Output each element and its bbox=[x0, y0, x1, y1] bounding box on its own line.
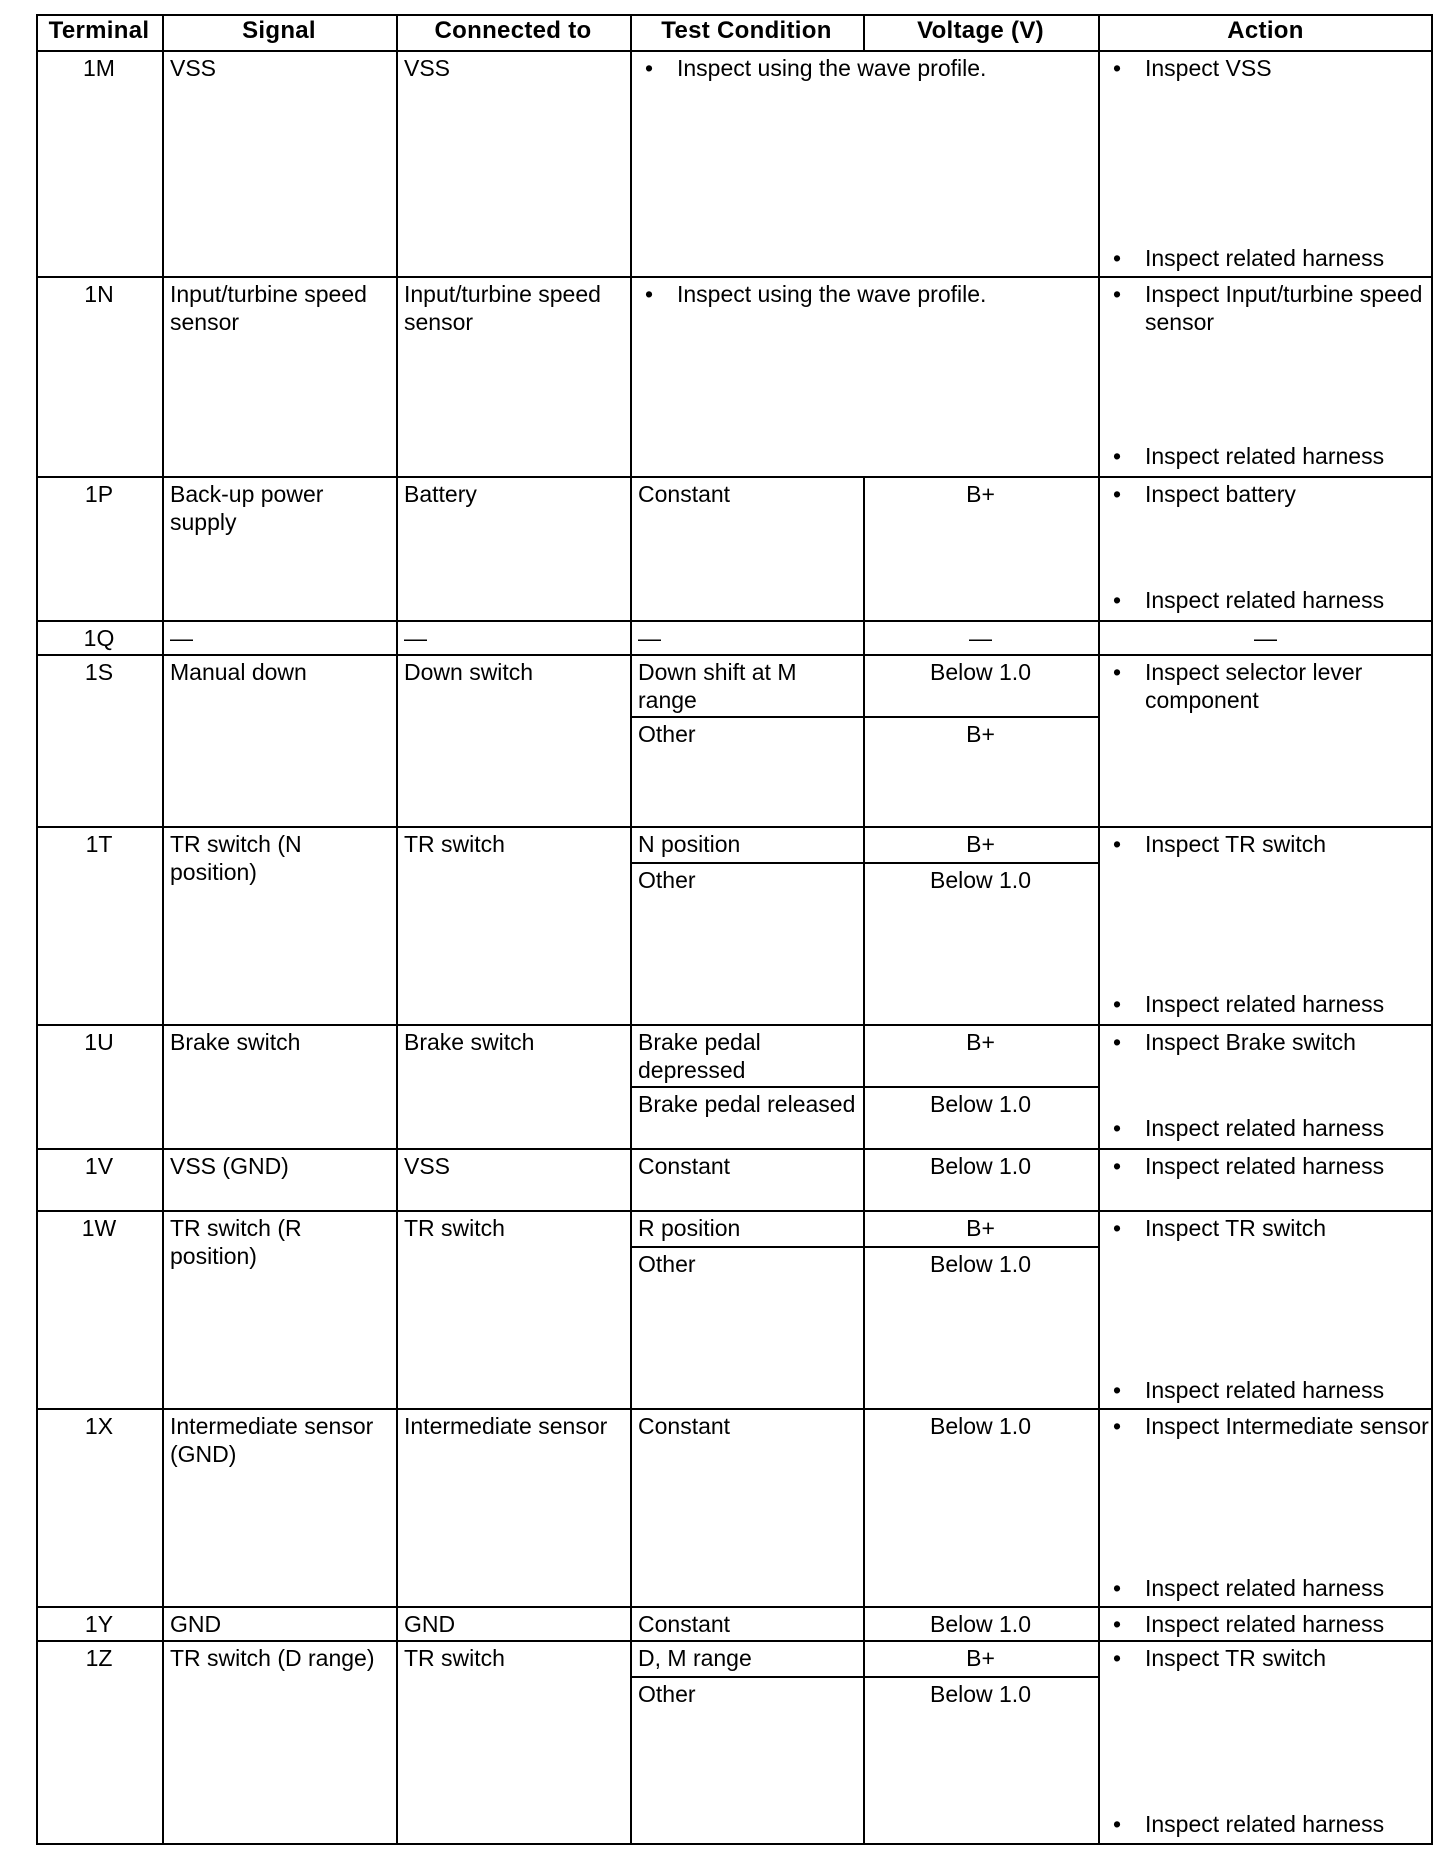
grid-line bbox=[36, 476, 1433, 478]
terminal-cell: 1S bbox=[84, 659, 114, 685]
action-item: • Inspect related harness bbox=[1098, 442, 1429, 470]
test-condition-cell: Other bbox=[638, 1681, 696, 1707]
voltage-cell: Below 1.0 bbox=[929, 1091, 1031, 1117]
terminal-cell: 1P bbox=[84, 481, 114, 507]
test-condition-cell: Down shift at M range bbox=[638, 659, 797, 713]
test-condition-cell: Brake pedal depressed bbox=[638, 1029, 761, 1083]
terminal-cell: 1W bbox=[81, 1215, 117, 1241]
action-item: • Inspect related harness bbox=[1098, 1574, 1429, 1602]
connected-to-cell: TR switch bbox=[404, 831, 505, 857]
grid-line bbox=[863, 14, 865, 50]
grid-line bbox=[36, 14, 1433, 16]
signal-cell: Intermediate sensor (GND) bbox=[170, 1413, 374, 1467]
header-voltage: Voltage (V) bbox=[917, 17, 1044, 44]
header-connected-to: Connected to bbox=[434, 17, 592, 44]
voltage-cell: Below 1.0 bbox=[929, 1251, 1031, 1277]
action-item: • Inspect related harness bbox=[1098, 1376, 1429, 1404]
action-item: • Inspect related harness bbox=[1098, 586, 1429, 614]
action-cell: — bbox=[1254, 625, 1277, 651]
header-terminal: Terminal bbox=[48, 17, 150, 44]
connected-to-cell: GND bbox=[404, 1611, 456, 1637]
action-item: • Inspect related harness bbox=[1098, 990, 1429, 1018]
action-item: • Inspect VSS bbox=[1098, 54, 1429, 82]
terminal-cell: 1Q bbox=[83, 625, 115, 651]
wave-profile-note: • Inspect using the wave profile. bbox=[630, 54, 1098, 82]
terminal-cell: 1M bbox=[83, 55, 115, 81]
connected-to-cell: — bbox=[404, 625, 427, 651]
signal-cell: GND bbox=[170, 1611, 222, 1637]
voltage-cell: B+ bbox=[966, 1645, 995, 1671]
test-condition-cell: Brake pedal released bbox=[638, 1091, 856, 1117]
voltage-cell: Below 1.0 bbox=[929, 1611, 1031, 1637]
connected-to-cell: TR switch bbox=[404, 1215, 505, 1241]
voltage-cell: B+ bbox=[966, 1215, 995, 1241]
test-condition-cell: Constant bbox=[638, 1153, 731, 1179]
grid-line bbox=[36, 1024, 1433, 1026]
wave-profile-note: • Inspect using the wave profile. bbox=[630, 280, 1098, 308]
test-condition-cell: Other bbox=[638, 1251, 696, 1277]
action-item: • Inspect TR switch bbox=[1098, 1644, 1429, 1672]
action-item: • Inspect related harness bbox=[1098, 1152, 1429, 1180]
grid-line bbox=[162, 14, 164, 1845]
signal-cell: TR switch (R position) bbox=[170, 1215, 302, 1269]
connected-to-cell: Intermediate sensor bbox=[404, 1413, 608, 1439]
terminal-cell: 1U bbox=[84, 1029, 114, 1055]
test-condition-cell: Other bbox=[638, 867, 696, 893]
grid-line bbox=[630, 1676, 1098, 1678]
grid-line bbox=[1431, 14, 1433, 1845]
signal-cell: Input/turbine speed sensor bbox=[170, 281, 367, 335]
connected-to-cell: Down switch bbox=[404, 659, 534, 685]
action-item: • Inspect related harness bbox=[1098, 1610, 1429, 1638]
voltage-cell: Below 1.0 bbox=[929, 1153, 1031, 1179]
action-item: • Inspect selector lever component bbox=[1098, 658, 1429, 714]
terminal-cell: 1Z bbox=[85, 1645, 113, 1671]
voltage-cell: B+ bbox=[966, 721, 995, 747]
test-condition-cell: — bbox=[638, 625, 661, 651]
terminal-cell: 1Y bbox=[84, 1611, 114, 1637]
action-item: • Inspect related harness bbox=[1098, 1810, 1429, 1838]
grid-line bbox=[36, 620, 1433, 622]
action-item: • Inspect Input/turbine speed sensor bbox=[1098, 280, 1429, 336]
grid-line bbox=[36, 1210, 1433, 1212]
signal-cell: TR switch (D range) bbox=[170, 1645, 375, 1671]
terminal-cell: 1V bbox=[84, 1153, 114, 1179]
voltage-cell: Below 1.0 bbox=[929, 1681, 1031, 1707]
terminal-voltage-table bbox=[36, 14, 1433, 1845]
action-item: • Inspect related harness bbox=[1098, 244, 1429, 272]
grid-line bbox=[36, 1148, 1433, 1150]
action-item: • Inspect TR switch bbox=[1098, 830, 1429, 858]
grid-line bbox=[36, 1640, 1433, 1642]
grid-line bbox=[36, 276, 1433, 278]
header-action: Action bbox=[1227, 17, 1304, 44]
signal-cell: TR switch (N position) bbox=[170, 831, 302, 885]
voltage-cell: Below 1.0 bbox=[929, 867, 1031, 893]
grid-line bbox=[36, 50, 1433, 52]
test-condition-cell: D, M range bbox=[638, 1645, 752, 1671]
header-test-condition: Test Condition bbox=[661, 17, 832, 44]
grid-line bbox=[36, 826, 1433, 828]
connected-to-cell: VSS bbox=[404, 1153, 451, 1179]
signal-cell: — bbox=[170, 625, 193, 651]
action-item: • Inspect TR switch bbox=[1098, 1214, 1429, 1242]
grid-line bbox=[630, 716, 1098, 718]
terminal-cell: 1T bbox=[85, 831, 113, 857]
connected-to-cell: TR switch bbox=[404, 1645, 505, 1671]
connected-to-cell: Input/turbine speed sensor bbox=[404, 281, 601, 335]
grid-line bbox=[36, 1843, 1433, 1845]
test-condition-cell: Other bbox=[638, 721, 696, 747]
connected-to-cell: VSS bbox=[404, 55, 451, 81]
grid-line bbox=[36, 1408, 1433, 1410]
connected-to-cell: Brake switch bbox=[404, 1029, 535, 1055]
test-condition-cell: Constant bbox=[638, 1611, 731, 1637]
signal-cell: Manual down bbox=[170, 659, 307, 685]
test-condition-cell: Constant bbox=[638, 1413, 731, 1439]
terminal-cell: 1N bbox=[84, 281, 114, 307]
signal-cell: VSS bbox=[170, 55, 217, 81]
voltage-cell: B+ bbox=[966, 1029, 995, 1055]
test-condition-cell: Constant bbox=[638, 481, 731, 507]
action-item: • Inspect battery bbox=[1098, 480, 1429, 508]
signal-cell: Brake switch bbox=[170, 1029, 301, 1055]
grid-line bbox=[630, 862, 1098, 864]
voltage-cell: — bbox=[969, 625, 992, 651]
action-item: • Inspect related harness bbox=[1098, 1114, 1429, 1142]
grid-line bbox=[36, 654, 1433, 656]
voltage-cell: B+ bbox=[966, 481, 995, 507]
action-item: • Inspect Brake switch bbox=[1098, 1028, 1429, 1056]
grid-line bbox=[630, 1086, 1098, 1088]
grid-line bbox=[36, 1606, 1433, 1608]
terminal-cell: 1X bbox=[84, 1413, 114, 1439]
connected-to-cell: Battery bbox=[404, 481, 477, 507]
signal-cell: VSS (GND) bbox=[170, 1153, 289, 1179]
voltage-cell: B+ bbox=[966, 831, 995, 857]
signal-cell: Back-up power supply bbox=[170, 481, 324, 535]
header-signal: Signal bbox=[242, 17, 316, 44]
voltage-cell: Below 1.0 bbox=[929, 659, 1031, 685]
test-condition-cell: N position bbox=[638, 831, 741, 857]
test-condition-cell: R position bbox=[638, 1215, 741, 1241]
grid-line bbox=[396, 14, 398, 1845]
voltage-cell: Below 1.0 bbox=[929, 1413, 1031, 1439]
grid-line bbox=[630, 1246, 1098, 1248]
action-item: • Inspect Intermediate sensor bbox=[1098, 1412, 1429, 1440]
